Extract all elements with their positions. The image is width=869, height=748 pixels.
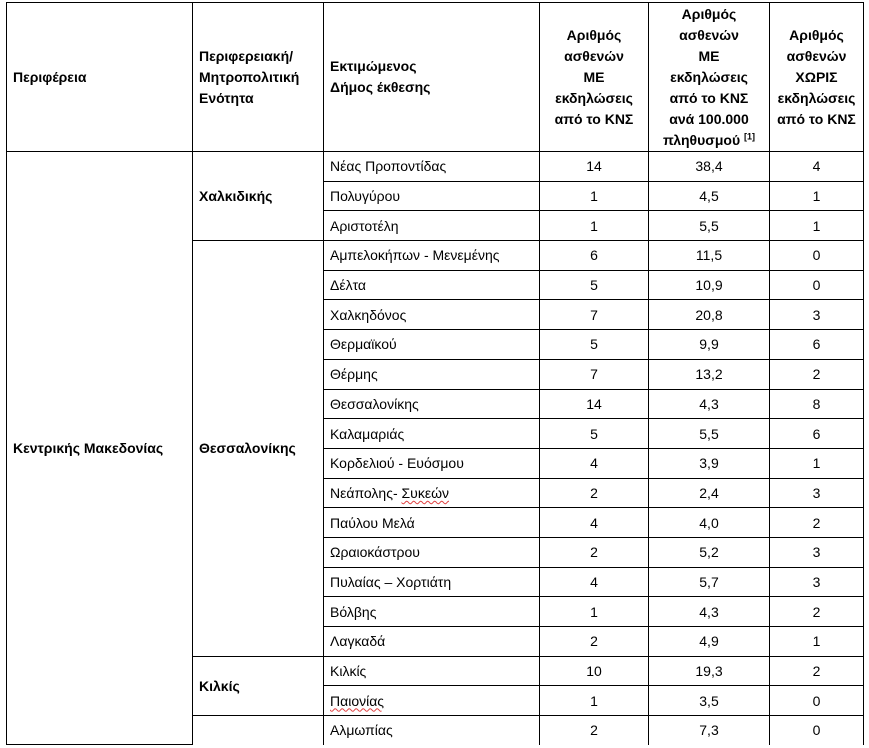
- header-region: Περιφέρεια: [7, 3, 193, 152]
- municipality-cell: Νεάπολης- Συκεών: [324, 478, 540, 508]
- per-100k-cell: 4,9: [649, 627, 770, 657]
- with-symptoms-cell: 5: [540, 270, 649, 300]
- per-100k-cell: 4,3: [649, 389, 770, 419]
- with-symptoms-cell: 4: [540, 448, 649, 478]
- with-symptoms-cell: 1: [540, 597, 649, 627]
- without-symptoms-cell: 2: [770, 508, 864, 538]
- municipality-cell: Θέρμης: [324, 359, 540, 389]
- municipality-cell: Παύλου Μελά: [324, 508, 540, 538]
- header-with-symptoms: Αριθμός ασθενών ΜΕ εκδηλώσεις από το ΚΝΣ: [540, 3, 649, 152]
- without-symptoms-cell: 6: [770, 419, 864, 449]
- municipality-cell: Νέας Προποντίδας: [324, 152, 540, 182]
- without-symptoms-cell: 2: [770, 597, 864, 627]
- with-symptoms-cell: 1: [540, 686, 649, 716]
- with-symptoms-cell: 14: [540, 152, 649, 182]
- per-100k-cell: 5,5: [649, 419, 770, 449]
- with-symptoms-cell: 6: [540, 241, 649, 271]
- municipality-cell: Πολυγύρου: [324, 181, 540, 211]
- with-symptoms-cell: 4: [540, 567, 649, 597]
- header-per-100k: Αριθμός ασθενών ΜΕ εκδηλώσεις από το ΚΝΣ ανά 100.000 πληθυσμού [1]: [649, 3, 770, 152]
- municipality-cell: Δέλτα: [324, 270, 540, 300]
- header-municipality: Εκτιμώμενος Δήμος έκθεσης: [324, 3, 540, 152]
- municipality-cell: Χαλκηδόνος: [324, 300, 540, 330]
- with-symptoms-cell: 2: [540, 627, 649, 657]
- header-unit: Περιφερειακή/ Μητροπολιτική Ενότητα: [193, 3, 324, 152]
- per-100k-cell: 5,7: [649, 567, 770, 597]
- municipality-cell: Πυλαίας – Χορτιάτη: [324, 567, 540, 597]
- without-symptoms-cell: 3: [770, 300, 864, 330]
- without-symptoms-cell: 6: [770, 330, 864, 360]
- per-100k-cell: 11,5: [649, 241, 770, 271]
- per-100k-cell: 38,4: [649, 152, 770, 182]
- without-symptoms-cell: 1: [770, 627, 864, 657]
- per-100k-cell: 20,8: [649, 300, 770, 330]
- municipality-cell: Θεσσαλονίκης: [324, 389, 540, 419]
- with-symptoms-cell: 4: [540, 508, 649, 538]
- municipality-cell: Αμπελοκήπων - Μενεμένης: [324, 241, 540, 271]
- municipality-cell: Αριστοτέλη: [324, 211, 540, 241]
- spellcheck-mark: Συκεών: [401, 484, 449, 501]
- without-symptoms-cell: 1: [770, 448, 864, 478]
- per-100k-cell: 19,3: [649, 656, 770, 686]
- with-symptoms-cell: 7: [540, 359, 649, 389]
- with-symptoms-cell: 5: [540, 419, 649, 449]
- municipality-cell: Κιλκίς: [324, 656, 540, 686]
- municipality-cell: Λαγκαδά: [324, 627, 540, 657]
- without-symptoms-cell: 3: [770, 478, 864, 508]
- region-cell: Κεντρικής Μακεδονίας: [7, 152, 193, 745]
- without-symptoms-cell: 0: [770, 270, 864, 300]
- unit-cell-thessaloniki: Θεσσαλονίκης: [193, 241, 324, 657]
- header-without-symptoms: Αριθμός ασθενών ΧΩΡΙΣ εκδηλώσεις από το ΚΝΣ: [770, 3, 864, 152]
- without-symptoms-cell: 2: [770, 359, 864, 389]
- municipality-cell: Καλαμαριάς: [324, 419, 540, 449]
- with-symptoms-cell: 2: [540, 478, 649, 508]
- with-symptoms-cell: 10: [540, 656, 649, 686]
- with-symptoms-cell: 1: [540, 211, 649, 241]
- per-100k-cell: 7,3: [649, 716, 770, 745]
- with-symptoms-cell: 5: [540, 330, 649, 360]
- per-100k-cell: 4,0: [649, 508, 770, 538]
- municipality-cell: Ωραιοκάστρου: [324, 537, 540, 567]
- per-100k-cell: 3,9: [649, 448, 770, 478]
- unit-cell-kilkis: Κιλκίς: [193, 656, 324, 715]
- per-100k-cell: 5,5: [649, 211, 770, 241]
- per-100k-cell: 9,9: [649, 330, 770, 360]
- with-symptoms-cell: 14: [540, 389, 649, 419]
- without-symptoms-cell: 3: [770, 567, 864, 597]
- footnote-ref[interactable]: [1]: [744, 130, 755, 141]
- per-100k-cell: 2,4: [649, 478, 770, 508]
- municipality-cell: Βόλβης: [324, 597, 540, 627]
- per-100k-cell: 4,5: [649, 181, 770, 211]
- without-symptoms-cell: 0: [770, 716, 864, 745]
- unit-cell-chalkidiki: Χαλκιδικής: [193, 152, 324, 241]
- per-100k-cell: 13,2: [649, 359, 770, 389]
- without-symptoms-cell: 8: [770, 389, 864, 419]
- per-100k-cell: 5,2: [649, 537, 770, 567]
- municipality-cell: Θερμαϊκού: [324, 330, 540, 360]
- with-symptoms-cell: 2: [540, 716, 649, 745]
- with-symptoms-cell: 2: [540, 537, 649, 567]
- without-symptoms-cell: 1: [770, 181, 864, 211]
- with-symptoms-cell: 7: [540, 300, 649, 330]
- municipality-cell: [324, 686, 540, 716]
- per-100k-cell: 3,5: [649, 686, 770, 716]
- without-symptoms-cell: 0: [770, 241, 864, 271]
- without-symptoms-cell: 2: [770, 656, 864, 686]
- without-symptoms-cell: 0: [770, 686, 864, 716]
- spellcheck-mark: Παιονίας: [330, 692, 385, 709]
- without-symptoms-cell: 4: [770, 152, 864, 182]
- header-row: [7, 3, 864, 152]
- municipality-cell: Αλμωπίας: [324, 716, 540, 745]
- unit-cell-empty: [193, 716, 324, 745]
- per-100k-cell: 4,3: [649, 597, 770, 627]
- with-symptoms-cell: 1: [540, 181, 649, 211]
- municipality-cell: Κορδελιού - Ευόσμου: [324, 448, 540, 478]
- cases-table: [6, 2, 864, 745]
- without-symptoms-cell: 1: [770, 211, 864, 241]
- per-100k-cell: 10,9: [649, 270, 770, 300]
- table-row: [7, 152, 864, 182]
- without-symptoms-cell: 3: [770, 537, 864, 567]
